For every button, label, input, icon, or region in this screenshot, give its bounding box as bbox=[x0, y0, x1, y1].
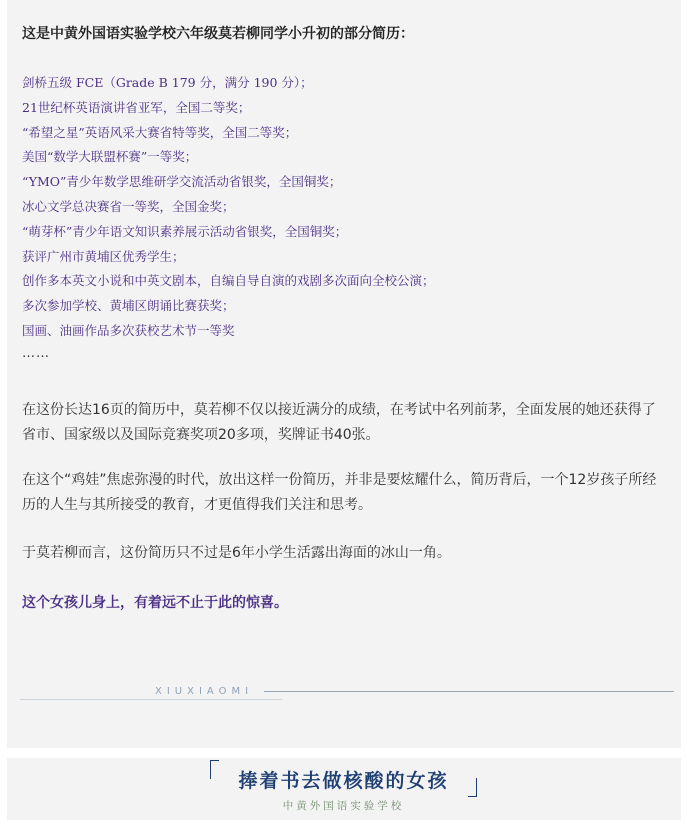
award-item: 获评广州市黄埔区优秀学生； bbox=[22, 248, 185, 264]
intro-heading: 这是中黄外国语实验学校六年级莫若柳同学小升初的部分简历： bbox=[22, 26, 414, 42]
award-item: “希望之星”英语风采大赛省特等奖，全国二等奖； bbox=[22, 124, 298, 140]
award-item: 剑桥五级 FCE（Grade B 179 分，满分 190 分）； bbox=[22, 75, 313, 90]
body-paragraph: 在这个“鸡娃”焦虑弥漫的时代，放出这样一份简历，并非是要炫耀什么，简历背后，一个12岁孩子所经历的人生与其所接受的教育，才更值得我们关注和思考。 bbox=[22, 472, 657, 513]
section-gap bbox=[7, 748, 681, 758]
footer-subtitle: 中黄外国语实验学校 bbox=[282, 800, 405, 812]
award-item: 21世纪杯英语演讲省亚军，全国二等奖； bbox=[22, 99, 251, 115]
closing-statement: 这个女孩儿身上，有着远不止于此的惊喜。 bbox=[22, 595, 288, 611]
list-ellipsis: …… bbox=[22, 346, 50, 361]
footer-title: 捧着书去做核酸的女孩 bbox=[238, 770, 449, 792]
award-item: 美国“数学大联盟杯赛”一等奖； bbox=[22, 149, 198, 165]
body-paragraph: 于莫若柳而言，这份简历只不过是6年小学生活露出海面的冰山一角。 bbox=[22, 545, 451, 561]
award-item: 创作多本英文小说和中英文剧本，自编自导自演的戏剧多次面向全校公演； bbox=[22, 273, 435, 289]
award-item: 冰心文学总决赛省一等奖，全国金奖； bbox=[22, 198, 235, 214]
body-paragraph: 在这份长达16页的简历中，莫若柳不仅以接近满分的成绩，在考试中名列前茅，全面发展的她还获得了省市、国家级以及国际竞赛奖项20多项，奖牌证书40张。 bbox=[22, 402, 656, 443]
awards-list bbox=[22, 71, 435, 344]
award-item: “萌芽杯”青少年语文知识素养展示活动省银奖，全国铜奖； bbox=[22, 223, 348, 239]
author-signature: XIUXIAOMI bbox=[155, 686, 254, 697]
award-item: “YMO”青少年数学思维研学交流活动省银奖，全国铜奖； bbox=[22, 174, 342, 190]
signature-divider bbox=[264, 691, 674, 692]
award-item: 国画、油画作品多次获校艺术节一等奖 bbox=[22, 322, 235, 338]
award-item: 多次参加学校、黄埔区朗诵比赛获奖； bbox=[22, 298, 235, 314]
signature-underline bbox=[20, 699, 282, 700]
